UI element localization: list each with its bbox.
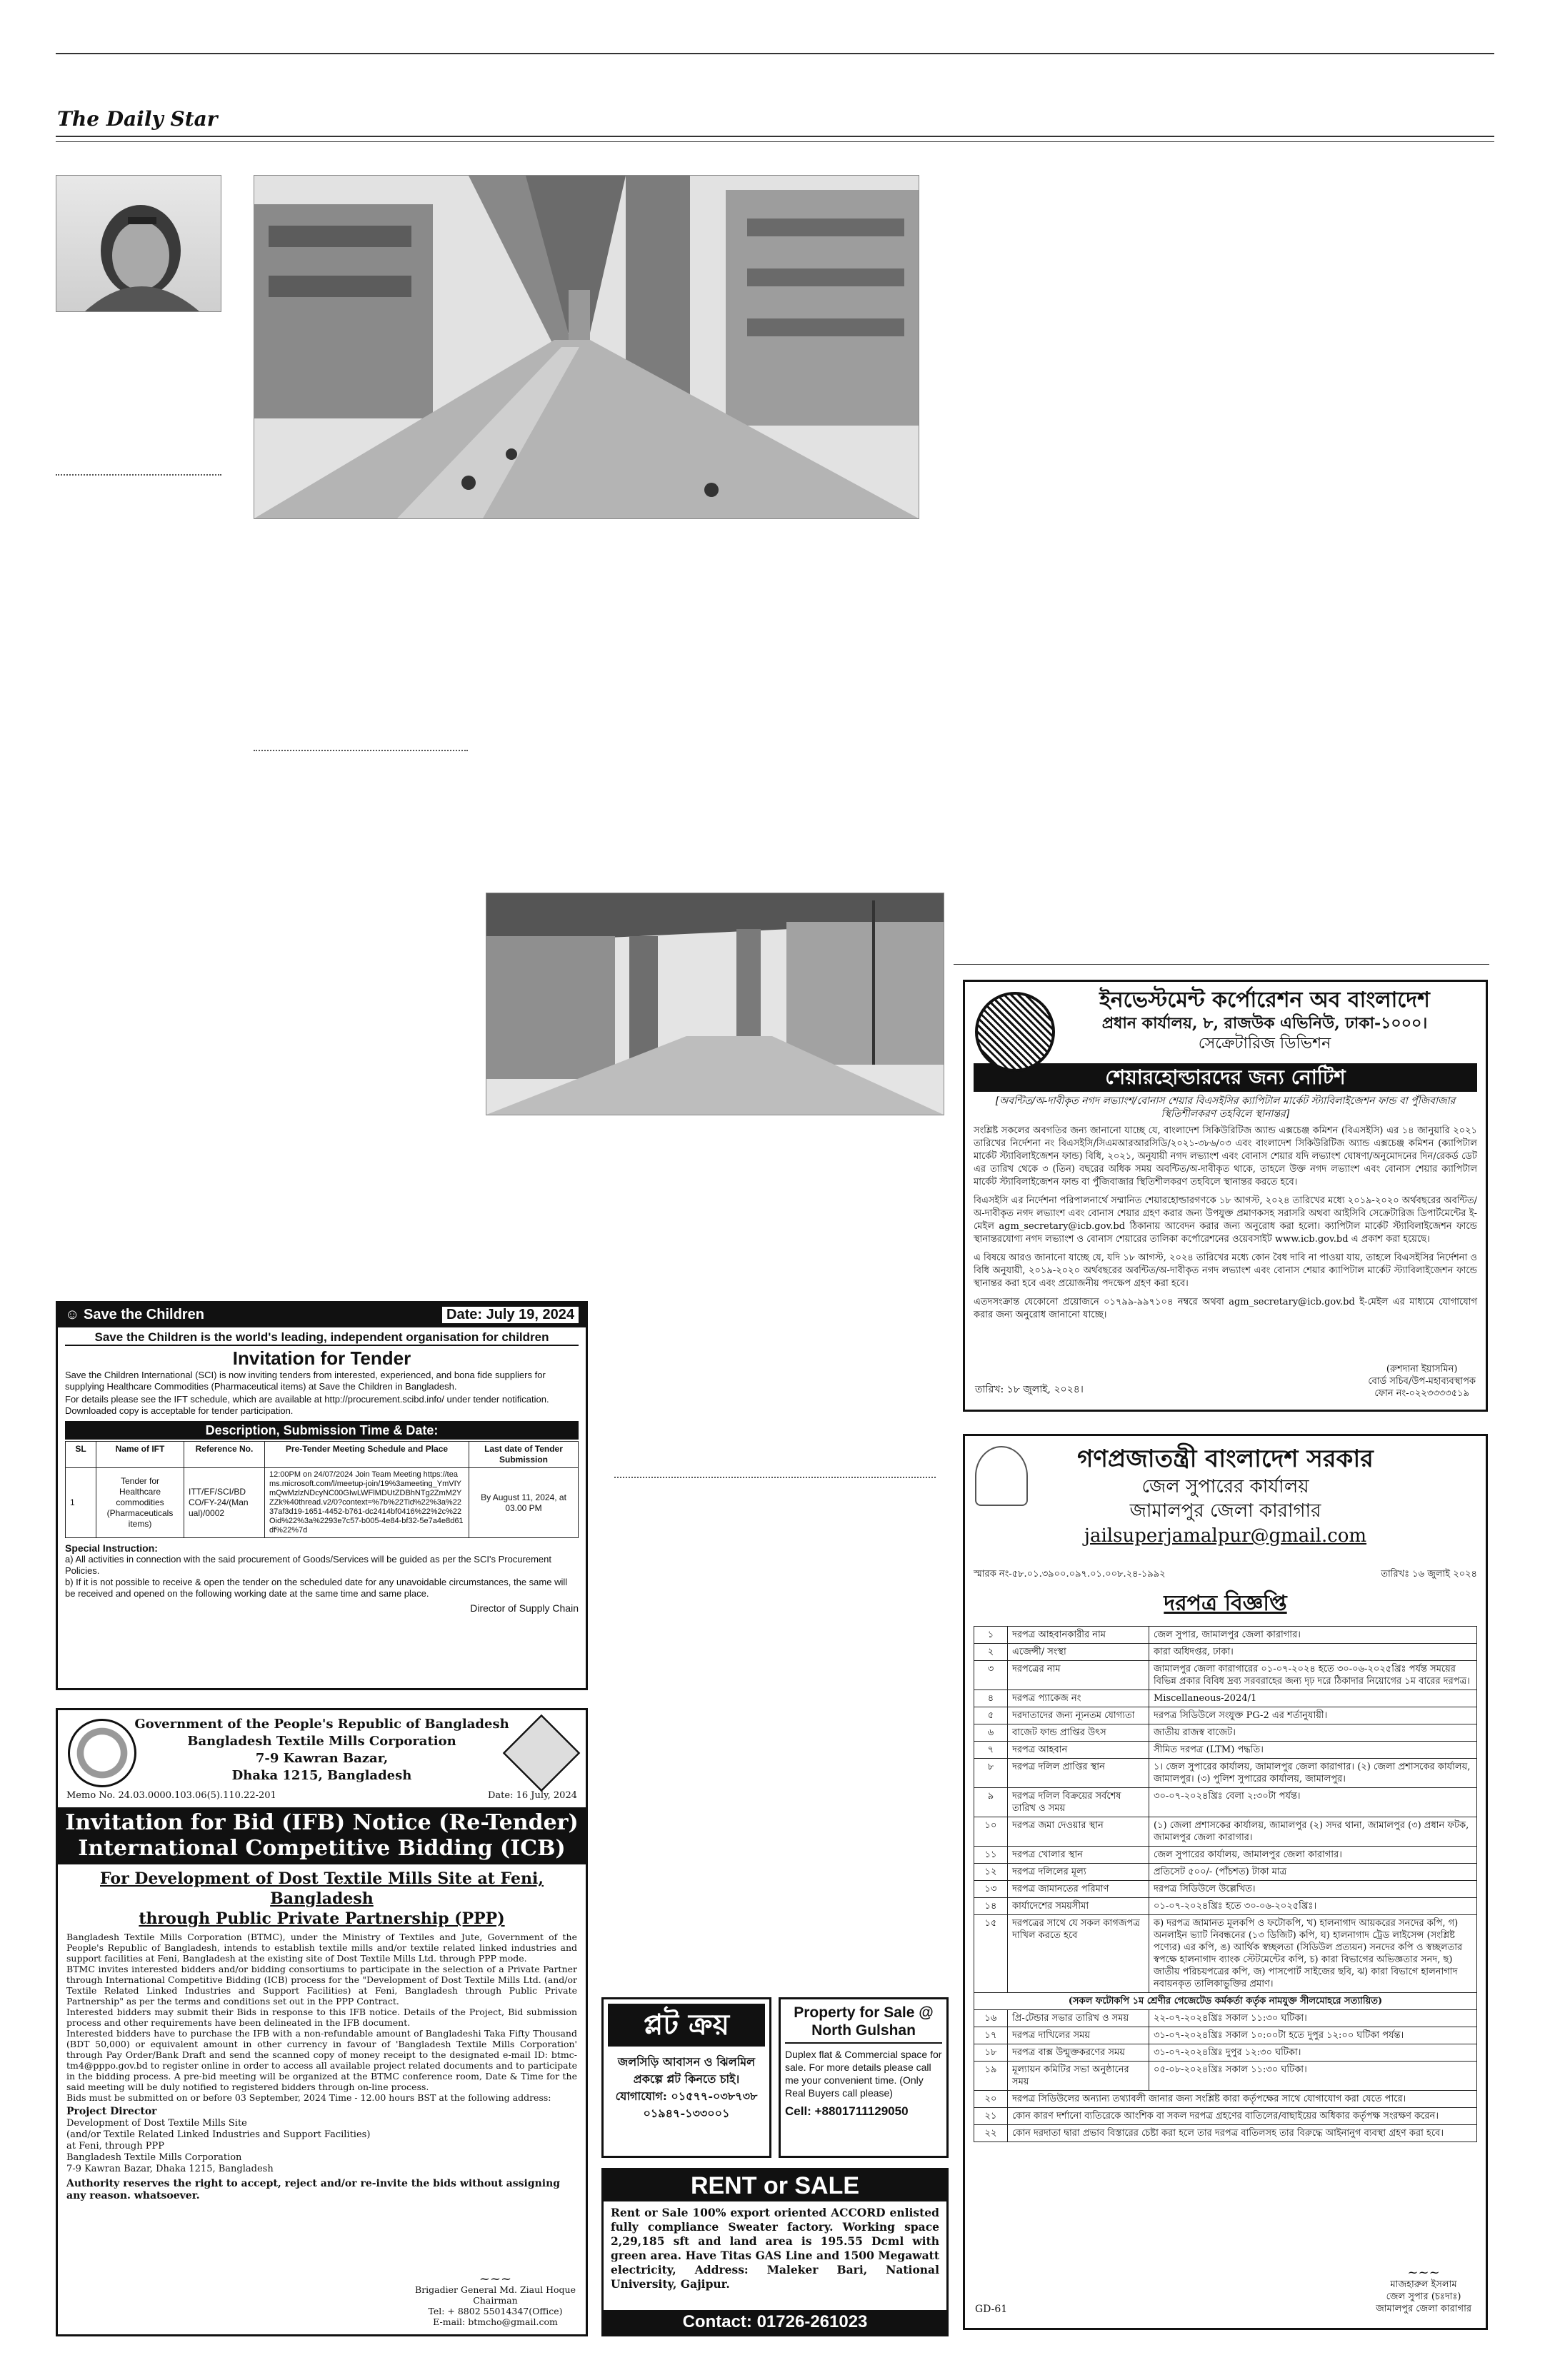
icb-signature-title: বোর্ড সচিব/উপ-মহাব্যবস্থাপক — [1368, 1376, 1476, 1387]
jail-row-value: জেল সুপারের কার্যালয়, জামালপুর জেলা কারাগার। — [1149, 1847, 1477, 1864]
col-last-date: Last date of Tender Submission — [469, 1442, 579, 1468]
jail-row-value: জাতীয় রাজস্ব বাজেট। — [1149, 1724, 1477, 1742]
save-children-table — [65, 1441, 579, 1538]
gulshan-ad-cell: Cell: +8801711129050 — [785, 2104, 909, 2118]
jail-row-no: ১৪ — [974, 1898, 1008, 1915]
jail-row-label: মূল্যায়ন কমিটির সভা অনুষ্ঠানের সময় — [1008, 2062, 1149, 2091]
btmc-signature-name: Brigadier General Md. Ziaul Hoque — [415, 2284, 576, 2295]
jail-office: জেল সুপারের কার্যালয় — [1141, 1476, 1309, 1497]
middle-divider — [614, 1477, 936, 1478]
jail-code: GD-61 — [975, 2304, 1008, 2315]
article-divider — [254, 750, 468, 751]
table-row — [974, 1898, 1477, 1915]
btmc-title-bar — [58, 1807, 586, 1864]
jail-row-no: ২১ — [974, 2108, 1008, 2125]
jail-row-label: এজেন্সী/ সংস্থা — [1008, 1644, 1149, 1661]
table-row — [974, 1644, 1477, 1661]
btmc-ifb-notice — [56, 1708, 588, 2336]
jail-row-label: দরপত্র দলিল প্রাপ্তির স্থান — [1008, 1759, 1149, 1788]
btmc-title-2: International Competitive Bidding (ICB) — [78, 1836, 566, 1861]
btmc-addr1: 7-9 Kawran Bazar, — [255, 1751, 389, 1766]
rent-ad-contact: Contact: 01726-261023 — [604, 2310, 946, 2334]
btmc-body-1: Bangladesh Textile Mills Corporation (BTMC), under the Ministry of Textiles and Jute, Government of the People's Republic of Bangladesh, intends to establish textile mills and/or textile related linked industries and support facilities at Feni, Bangladesh at the existing site of Dost Textile Mills Ltd. through PPP mode. — [66, 1932, 577, 1964]
jail-row-label: বাজেট ফান্ড প্রাপ্তির উৎস — [1008, 1724, 1149, 1742]
table-row — [974, 2010, 1477, 2027]
jail-row-no: ১২ — [974, 1864, 1008, 1881]
jail-row-label: দরপত্র জামানতের পরিমাণ — [1008, 1881, 1149, 1898]
save-children-tender — [56, 1301, 588, 1690]
jail-row-note: (সকল ফটোকপি ১ম শ্রেণীর গেজেটেড কর্মকর্তা কর্তৃক নামযুক্ত সীলমোহরে সত্যায়িত) — [974, 1993, 1477, 2010]
masthead-logo: The Daily Star — [57, 107, 218, 131]
table-row — [974, 1742, 1477, 1759]
table-row — [974, 1759, 1477, 1788]
icb-name: ইনভেস্টমেন্ট কর্পোরেশন অব বাংলাদেশ — [1099, 988, 1430, 1013]
jail-district: জামালপুর জেলা কারাগার — [1129, 1500, 1321, 1522]
jail-row-no: ৭ — [974, 1742, 1008, 1759]
table-row — [974, 1661, 1477, 1690]
col-name: Name of IFT — [96, 1442, 184, 1468]
jail-row-value: ০১-০৭-২০২৪খ্রিঃ হতে ৩০-০৬-২০২৫খ্রিঃ। — [1149, 1898, 1477, 1915]
btmc-addr2: Dhaka 1215, Bangladesh — [231, 1768, 412, 1783]
jail-date: তারিখঃ ১৬ জুলাই ২০২৪ — [1381, 1569, 1477, 1580]
btmc-pd-4: Bangladesh Textile Mills Corporation — [66, 2152, 242, 2163]
table-row — [974, 1864, 1477, 1881]
jail-row-value: Miscellaneous-2024/1 — [1149, 1690, 1477, 1707]
jail-row-value: জামালপুর জেলা কারাগারের ০১-০৭-২০২৪ হতে ৩০-০৬-২০২৫খ্রিঃ পর্যন্ত সময়ের বিভিন্ন প্রকার বিবিধ দ্রব্য সরবরাহের জন্য দৃঢ় দরে ঠিকাদার নিয়োগের ১ম বারের দরপত্র। — [1149, 1661, 1477, 1690]
plot-ad-line-2: প্রকল্পে প্লট কিনতে চাই। — [633, 2072, 740, 2086]
table-row — [974, 1627, 1477, 1644]
save-children-title: Invitation for Tender — [232, 1347, 411, 1369]
main-photo — [254, 175, 919, 519]
btmc-body-2: BTMC invites interested bidders and/or bidding consortiums to participate in the selection of a Private Partner through International Competitive Bidding (ICB) process for the "Development of Dost Textile Mills Ltd. (and/or Textile Related Linked Industries and Support Facilities) at Feni, Bangladesh through Public Private Partnership" as per the terms and conditions set out in the PPP Contract. — [66, 1964, 577, 2007]
btmc-gov: Government of the People's Republic of Bangladesh — [134, 1717, 509, 1732]
jail-row-no: ৩ — [974, 1661, 1008, 1690]
jail-row-no: ১০ — [974, 1817, 1008, 1847]
jail-memo: স্মারক নং-৫৮.০১.৩৯০০.০৯৭.০১.০০৮.২৪-১৯৯২ — [974, 1569, 1166, 1580]
icb-address: প্রধান কার্যালয়, ৮, রাজউক এভিনিউ, ঢাকা-১০০০। — [1101, 1014, 1428, 1033]
second-photo — [486, 893, 944, 1115]
masthead-rule — [56, 136, 1494, 137]
plot-purchase-ad — [601, 1997, 771, 2158]
jail-title: দরপত্র বিজ্ঞপ্তি — [1164, 1591, 1287, 1616]
jail-row-value: ০৫-০৮-২০২৪খ্রিঃ সকাল ১১:৩০ ঘটিকা। — [1149, 2062, 1477, 2091]
jail-row-no: ৬ — [974, 1724, 1008, 1742]
jail-row-label: দরপত্র দাখিলের সময় — [1008, 2027, 1149, 2044]
gulshan-ad-title-2: North Gulshan — [785, 2022, 942, 2044]
jail-row-label: দরপত্রের নাম — [1008, 1661, 1149, 1690]
row-last-date: By August 11, 2024, at 03.00 PM — [469, 1468, 579, 1538]
special-instruction-title: Special Instruction: — [65, 1542, 158, 1554]
save-children-header — [58, 1303, 586, 1327]
jail-row-label: দরপত্র আহবানকারীর নাম — [1008, 1627, 1149, 1644]
btmc-corp: Bangladesh Textile Mills Corporation — [187, 1734, 456, 1749]
icb-date: তারিখ: ১৮ জুলাই, ২০২৪। — [975, 1384, 1084, 1395]
btmc-body-3: Interested bidders may submit their Bids in response to this IFB notice. Details of the Project, Bid submission process and other requirements have been delineated in the IFB document. — [66, 2007, 577, 2028]
jail-row-no: ১৩ — [974, 1881, 1008, 1898]
btmc-signature — [415, 2271, 576, 2327]
row-ref: ITT/EF/SCI/BD CO/FY-24/(Man ual)/0002 — [184, 1468, 265, 1538]
btmc-body-4: Interested bidders have to purchase the IFB with a non-refundable amount of Bangladeshi Taka Fifty Thousand (BDT 50,000) or equivalent amount in other currency in favour of 'Bangladesh Textile Mills Corporation' through Pay Order/Bank Draft and send the scanned copy of money receipt to the designated e-mail ID: btmc-tm4@pppo.gov.bd to register online in order to access all available project related documents and to participate in the bidding process. A pre-bid meeting will be organized at the BTMC conference room, Date & Time for the said meeting will be duly notified to registered bidders through on-line process. — [66, 2028, 577, 2092]
table-row — [974, 1690, 1477, 1707]
btmc-body-5: Bids must be submitted on or before 03 September, 2024 Time - 12.00 hours BST at the following address: — [66, 2092, 551, 2103]
plot-ad-line-1: জলসিড়ি আবাসন ও ঝিলমিল — [617, 2055, 756, 2069]
jail-row-value: কারা অধিদপ্তর, ঢাকা। — [1149, 1644, 1477, 1661]
save-children-org-name: Save the Children — [83, 1307, 204, 1322]
jail-memo-row — [974, 1563, 1477, 1585]
jail-row-label: প্রি-টেন্ডার সভার তারিখ ও সময় — [1008, 2010, 1149, 2027]
jail-row-no: ৯ — [974, 1788, 1008, 1817]
jail-signature-name: মাজহারুল ইসলাম — [1390, 2279, 1457, 2290]
portrait-image — [56, 176, 221, 311]
plot-ad-line-3: যোগাযোগ: ০১৫৭৭-০৩৮৭৩৮ — [615, 2089, 758, 2103]
jail-signature-mark: ~~~ — [1407, 2265, 1440, 2280]
btmc-signature-title: Chairman — [473, 2295, 518, 2306]
jail-row-no: ১৭ — [974, 2027, 1008, 2044]
gulshan-property-ad — [779, 1997, 949, 2158]
jail-row-value: দরপত্র সিডিউলের অন্যান্য তথ্যাবলী জানার জন্য সংশ্লিষ্ট কারা কর্তৃপক্ষের সাথে যোগাযোগ করা যেতে পারে। — [1008, 2091, 1477, 2108]
gov-seal-icon — [68, 1719, 136, 1787]
plot-ad-title: প্লট ক্রয় — [608, 2004, 765, 2047]
jail-row-no: ৫ — [974, 1707, 1008, 1724]
icb-notice-title: শেয়ারহোল্ডারদের জন্য নোটিশ — [974, 1063, 1477, 1092]
col-ref: Reference No. — [184, 1442, 265, 1468]
icb-signature-name: (রুশদানা ইয়াসমিন) — [1386, 1364, 1458, 1375]
save-children-signature: Director of Supply Chain — [470, 1602, 579, 1614]
icb-logo-icon — [975, 992, 1055, 1072]
btmc-pd-3: at Feni, through PPP — [66, 2141, 164, 2151]
table-row — [974, 2091, 1477, 2108]
jail-row-label: কার্যাদেশের সময়সীমা — [1008, 1898, 1149, 1915]
btmc-reserve: Authority reserves the right to accept, reject and/or re-invite the bids without assigning any reason. whatsoever. — [66, 2178, 561, 2201]
jail-row-value: প্রতিসেট ৫০০/- (পাঁচশত) টাকা মাত্র — [1149, 1864, 1477, 1881]
table-row — [974, 1724, 1477, 1742]
table-row — [974, 2062, 1477, 2091]
jail-row-label: দরপত্রের সাথে যে সকল কাগজপত্র দাখিল করতে হবে — [1008, 1915, 1149, 1993]
jail-row-no: ২২ — [974, 2125, 1008, 2142]
btmc-pd-2: (and/or Textile Related Linked Industries and Support Facilities) — [66, 2129, 371, 2140]
jail-row-value: ১। জেল সুপারের কার্যালয়, জামালপুর জেলা কারাগার। (২) জেলা প্রশাসকের কার্যালয়, জামালপুর। (৩) পুলিশ সুপারের কার্যালয়, জামালপুর। — [1149, 1759, 1477, 1788]
rent-ad-body: Rent or Sale 100% export oriented ACCORD enlisted fully compliance Sweater factory. Working space 2,29,185 sft and land area is 195.55 Dcml with green area. Have Titas GAS Line and 1500 Megawatt electricity, Address: Maleker Bari, National University, Gajipur. — [611, 2206, 939, 2291]
save-children-logo-icon: ☺ — [65, 1307, 84, 1322]
jail-row-value: সীমিত দরপত্র (LTM) পদ্ধতি। — [1149, 1742, 1477, 1759]
jail-row-label: দরপত্র দলিলের মূল্য — [1008, 1864, 1149, 1881]
special-instruction-a: a) All activities in connection with the said procurement of Goods/Services will be guided as per the SCI's Procurement Policies. — [65, 1554, 551, 1576]
jail-row-value: (১) জেলা প্রশাসকের কার্যালয়, জামালপুর (২) সদর থানা, জামালপুর (৩) প্রধান ফটক, জামালপুর জেলা কারাগার। — [1149, 1817, 1477, 1847]
rent-ad-title: RENT or SALE — [604, 2170, 946, 2201]
jail-row-no: ১১ — [974, 1847, 1008, 1864]
col-meeting: Pre-Tender Meeting Schedule and Place — [265, 1442, 469, 1468]
gov-emblem-icon — [975, 1446, 1028, 1506]
save-children-intro: Save the Children International (SCI) is now inviting tenders from interested, experienced, and bona fide suppliers for supplying Healthcare Commodities (Pharmaceutical items) at Save the Children in Bangladesh. — [65, 1370, 546, 1392]
btmc-pd-1: Development of Dost Textile Mills Site — [66, 2118, 247, 2129]
jail-row-no: ২০ — [974, 2091, 1008, 2108]
special-instruction-b: b) If it is not possible to receive & open the tender on the scheduled date for any unavoidable circumstances, the same will be received and opened on the following working date at the same time and same place. — [65, 1577, 568, 1599]
table-row — [974, 1881, 1477, 1898]
flyover-street-image — [486, 893, 944, 1115]
save-children-section-title: Description, Submission Time & Date: — [65, 1421, 579, 1440]
jail-row-value: ২২-০৭-২০২৪খ্রিঃ সকাল ১১:৩০ ঘটিকা। — [1149, 2010, 1477, 2027]
jail-tender-table — [974, 1626, 1477, 2142]
jail-row-label: দরপত্র প্যাকেজ নং — [1008, 1690, 1149, 1707]
jail-signature — [1376, 2266, 1471, 2315]
btmc-sub-1: For Development of Dost Textile Mills Site at Feni, Bangladesh — [100, 1869, 544, 1908]
column-divider — [56, 474, 221, 476]
jail-row-no: ১৬ — [974, 2010, 1008, 2027]
jail-row-label: দরপত্র খোলার স্থান — [1008, 1847, 1149, 1864]
gulshan-ad-body: Duplex flat & Commercial space for sale. For more details please call me your convenient time. (Only Real Buyers call please) — [785, 2049, 942, 2099]
save-children-table-header — [66, 1442, 579, 1468]
jail-row-value: ৩১-০৭-২০২৪খ্রিঃ সকাল ১০:০০টা হতে দুপুর ১২:০০ ঘটিকা পর্যন্ত। — [1149, 2027, 1477, 2044]
table-row — [974, 2027, 1477, 2044]
jail-email: jailsuperjamalpur@gmail.com — [1084, 1525, 1367, 1547]
jail-row-value: ৩০-০৭-২০২৪খ্রিঃ বেলা ২:৩০টা পর্যন্ত। — [1149, 1788, 1477, 1817]
jail-row-no: ১৫ — [974, 1915, 1008, 1993]
icb-signature — [1368, 1363, 1476, 1400]
rent-sale-ad — [601, 2168, 949, 2336]
jail-signature-place: জামালপুর জেলা কারাগার — [1376, 2304, 1471, 2314]
icb-notice — [963, 980, 1488, 1412]
jail-row-no: ৪ — [974, 1690, 1008, 1707]
icb-paragraph-3: এ বিষয়ে আরও জানানো যাচ্ছে যে, যদি ১৮ আগস্ট, ২০২৪ তারিখের মধ্যে কোন বৈধ দাবি না পাওয়া যায়, তাহলে বিএসইসির নির্দেশনা ও বিধি অনুযায়ী, ২০১৯-২০২০ অর্থবছরের অবন্টিত/অ-দাবীকৃত নগদ লভ্যাংশ এবং বোনাস শেয়ার ক্যাপিটাল মার্কেট স্ট্যাবিলাইজেশন ফান্ডে স্থানান্তর করা হবে এবং প্রয়োজনীয় পদক্ষেপ গ্রহণ করা হবে। — [974, 1252, 1477, 1289]
masthead-rule-2 — [56, 141, 1494, 142]
table-row — [974, 1993, 1477, 2010]
row-sl: 1 — [66, 1468, 96, 1538]
jail-row-value: কোন দরদাতা দ্বারা প্রভাব বিস্তারের চেষ্টা করা হলে তার দরপত্র বাতিলসহ তার বিরুদ্ধে আইনানুগ ব্যবস্থা গ্রহণ করা হবে। — [1008, 2125, 1477, 2142]
jail-row-value: ৩১-০৭-২০২৪খ্রিঃ দুপুর ১২:৩০ ঘটিকা। — [1149, 2044, 1477, 2062]
jail-row-no: ১৯ — [974, 2062, 1008, 2091]
btmc-pd-5: 7-9 Kawran Bazar, Dhaka 1215, Bangladesh — [66, 2164, 274, 2174]
gulshan-ad-title-1: Property for Sale @ — [794, 2004, 934, 2021]
save-children-tagline: Save the Children is the world's leading, independent organisation for children — [65, 1330, 579, 1346]
table-row — [974, 1788, 1477, 1817]
jail-row-no: ১৮ — [974, 2044, 1008, 2062]
btmc-sub-2: through Public Private Partnership (PPP) — [139, 1909, 505, 1928]
jail-row-label: দরপত্র আহবান — [1008, 1742, 1149, 1759]
jail-row-value: ক) দরপত্র জামানত মূলকপি ও ফটোকপি, খ) হালনাগাদ আয়করের সনদের কপি, গ) অনলাইন ভ্যাট নিবন্ধনের (১৩ ডিজিট) কপি, ঘ) হালনাগাদ ট্রেড লাইসেন্স (সংশ্লিষ্ট পণ্যের) এর কপি, ঙ) আর্থিক স্বচ্ছলতা (সিডিউল প্রত্যয়ন) সনদের কপি ও স্বচ্ছলতার স্বপক্ষে হালনাগাদ ব্যাংক স্টেটমেন্টের কপি, চ) কারা বিভাগের অভিজ্ঞতার সনদ, ছ) জাতীয় পরিচয়পত্রের কপি, জ) পাসপোর্ট সাইজের ছবি, ঝ) কারা বিভাগে হালনাগাদ নবায়নকৃত তালিকাভুক্তির প্রমাণ। — [1149, 1915, 1477, 1993]
jail-gov: গণপ্রজাতন্ত্রী বাংলাদেশ সরকার — [1077, 1445, 1374, 1473]
table-row — [974, 2044, 1477, 2062]
col-sl: SL — [66, 1442, 96, 1468]
save-children-details: For details please see the IFT schedule, which are available at http://procurement.scibd.info/ under tender notification. Downloaded copy is acceptable for tender participation. — [65, 1394, 549, 1416]
jail-signature-title: জেল সুপার (চঃদাঃ) — [1386, 2291, 1461, 2302]
table-row — [974, 1915, 1477, 1993]
jail-row-value: দরপত্র সিডিউলে সংযুক্ত PG-2 এর শর্তানুযায়ী। — [1149, 1707, 1477, 1724]
icb-paragraph-2: বিএসইসি এর নির্দেশনা পরিপালনার্থে সম্মানিত শেয়ারহোল্ডারগণকে ১৮ আগস্ট, ২০২৪ তারিখের মধ্যে ২০১৯-২০২০ অর্থবছরের অবন্টিত/অ-দাবীকৃত নগদ লভ্যাংশ এবং বোনাস শেয়ার গ্রহণ করার জন্য উপযুক্ত প্রমাণকসহ সরাসরি অথবা আইসিবি সেক্রেটারিজ ডিপার্টমেন্টের ই-মেইল agm_secretary@icb.gov.bd ঠিকানায় আবেদন করার জন্য অনুরোধ করা হলো। ক্যাপিটাল মার্কেট স্ট্যাবিলাইজেশন ফান্ডে স্থানান্তরযোগ্য নগদ লভ্যাংশ ও বোনাস শেয়ারের তালিকা কর্পোরেশনের ওয়েবসাইট www.icb.gov.bd এ প্রকাশ করা হয়েছে। — [974, 1195, 1477, 1245]
jail-row-no: ৮ — [974, 1759, 1008, 1788]
icb-paragraph-4: এতদসংক্রান্ত যেকোনো প্রয়োজনে ০১৭৯৯-৯৯৭১০৪ নম্বরে অথবা agm_secretary@icb.gov.bd ই-মেইল এর মাধ্যমে যোগাযোগ করার জন্য অনুরোধ জানানো যাচ্ছে। — [974, 1297, 1477, 1320]
table-row — [974, 2108, 1477, 2125]
jail-tender-notice — [963, 1434, 1488, 2330]
metro-street-image — [254, 176, 919, 518]
portrait-photo — [56, 175, 221, 312]
jail-row-label: দরপত্র দলিল বিক্রয়ের সর্বশেষ তারিখ ও সময় — [1008, 1788, 1149, 1817]
jail-row-value: জেল সুপার, জামালপুর জেলা কারাগার। — [1149, 1627, 1477, 1644]
icb-subtitle: [অবন্টিত/অ-দাবীকৃত নগদ লভ্যাংশ/বোনাস শেয়ার বিএসইসির ক্যাপিটাল মার্কেট স্ট্যাবিলাইজেশন ফান্ড বা পুঁজিবাজার স্থিতিশীলকরণ তহবিলে স্থানান্তর] — [995, 1095, 1456, 1120]
btmc-memo: Memo No. 24.03.0000.103.06(5).110.22-201 — [66, 1790, 276, 1801]
btmc-date: Date: 16 July, 2024 — [488, 1790, 577, 1801]
save-children-date: Date: July 19, 2024 — [442, 1307, 579, 1323]
jail-row-label: দরদাতাদের জন্য ন্যূনতম যোগ্যতা — [1008, 1707, 1149, 1724]
btmc-memo-row — [66, 1787, 577, 1804]
table-row — [66, 1468, 579, 1538]
btmc-title-1: Invitation for Bid (IFB) Notice (Re-Tender) — [65, 1810, 579, 1835]
jail-row-label: দরপত্র জমা দেওয়ার স্থান — [1008, 1817, 1149, 1847]
btmc-signature-mark: ~~~ — [479, 2271, 512, 2286]
jail-row-no: ১ — [974, 1627, 1008, 1644]
icb-paragraph-1: সংশ্লিষ্ট সকলের অবগতির জন্য জানানো যাচ্ছে যে, বাংলাদেশ সিকিউরিটিজ অ্যান্ড এক্সচেঞ্জ কমিশন (বিএসইসি) এর ১৪ জানুয়ারি ২০২১ তারিখের নির্দেশনা নং বিএসইসি/সিএমআরআরসিডি/২০২১-৩৮৬/০৩ এবং বাংলাদেশ সিকিউরিটিজ অ্যান্ড এক্সচেঞ্জ কমিশন (ক্যাপিটাল মার্কেট স্ট্যাবিলাইজেশন ফান্ড) বিধি, ২০২১, অনুযায়ী নগদ লভ্যাংশ এবং বোনাস শেয়ার যদি লভ্যাংশ ঘোষণা/অনুমোদনের দিন/রেকর্ড ডেট এর তারিখ থেকে ৩ (তিন) বছরের অধিক সময় অবন্টিত/অ-দাবীকৃত থাকে, তাহলে উক্ত নগদ লভ্যাংশ এবং বোনাস শেয়ার ক্যাপিটাল মার্কেট স্ট্যাবিলাইজেশন ফান্ড বা পুঁজিবাজার স্থিতিশীলকরণ তহবিলে স্থানান্তর করতে হবে। — [974, 1125, 1477, 1188]
icb-division: সেক্রেটারিজ ডিভিশন — [1198, 1035, 1331, 1053]
row-meeting[interactable]: 12:00PM on 24/07/2024 Join Team Meeting https://teams.microsoft.com/l/meetup-join/19%3ameeting_YmVIYmQwMzlzNDcyNC00GIwLWFlMDUtZDBhNTg2ZmM2YZZk%40thread.v2/0?context=%7b%22Tid%22%3a%2237af3d19-1651-4452-b761-dc2414bf0416%22%2c%22Oid%22%3a%2293e7c57-b005-4e84-bf32-5e7a4e8d61df%22%7d — [265, 1468, 469, 1538]
jail-row-value: কোন কারণ দর্শানো ব্যতিরেকে আংশিক বা সকল দরপত্র গ্রহণের বাতিলের/বাছাইয়ের অধিকার কর্তৃপক্ষ সংরক্ষণ করেন। — [1008, 2108, 1477, 2125]
icb-signature-phone: ফোন নং-০২২৩৩৩৩৫১৯ — [1374, 1388, 1470, 1399]
table-row — [974, 1817, 1477, 1847]
table-row — [974, 1847, 1477, 1864]
save-children-org — [65, 1307, 204, 1323]
jail-row-label: দরপত্র বাক্স উন্মুক্তকরণের সময় — [1008, 2044, 1149, 2062]
top-rule — [56, 53, 1494, 54]
btmc-signature-email: E-mail: btmcho@gmail.com — [433, 2316, 558, 2327]
ad-column-rule — [954, 964, 1489, 965]
btmc-signature-tel: Tel: + 8802 55014347(Office) — [428, 2306, 563, 2316]
btmc-pd-title: Project Director — [66, 2106, 157, 2117]
plot-ad-line-4: ০১৯৪৭-১৩৩০০১ — [643, 2107, 730, 2120]
table-row — [974, 2125, 1477, 2142]
jail-row-value: দরপত্র সিডিউলে উল্লেখিত। — [1149, 1881, 1477, 1898]
jail-row-no: ২ — [974, 1644, 1008, 1661]
row-name: Tender for Healthcare commodities (Pharmaceuticals items) — [96, 1468, 184, 1538]
table-row — [974, 1707, 1477, 1724]
